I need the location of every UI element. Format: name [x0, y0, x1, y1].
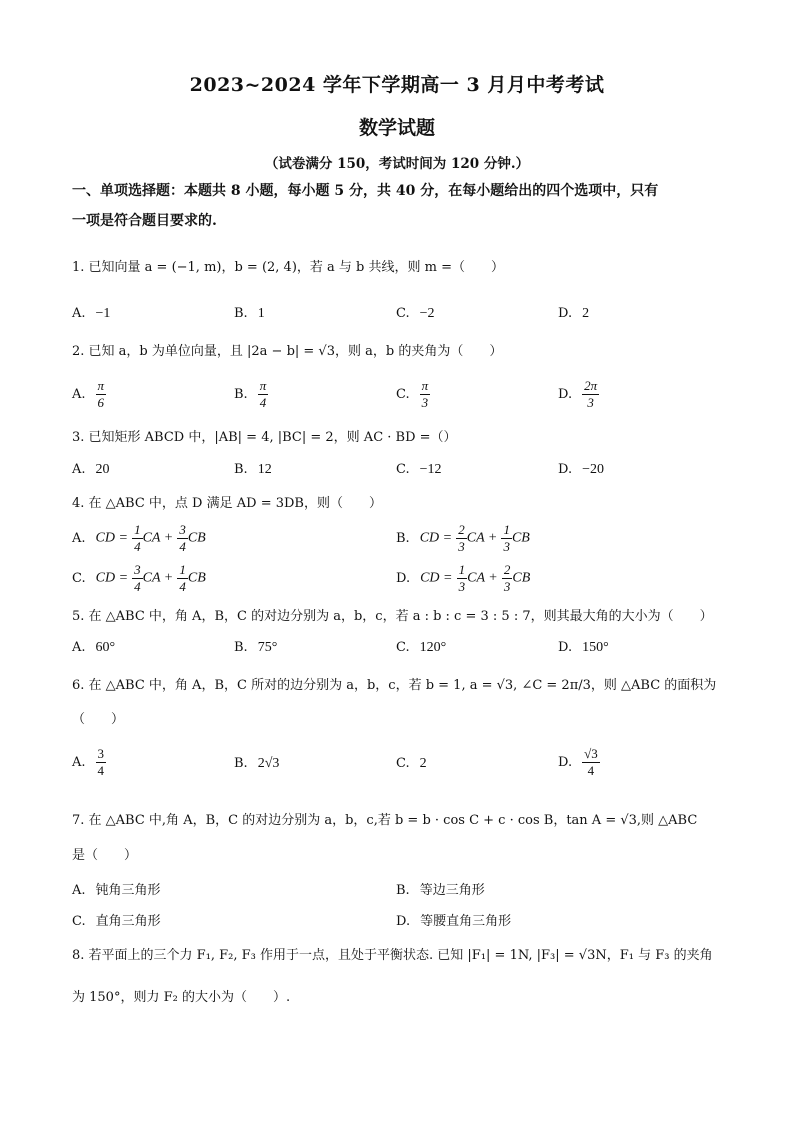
option-label: B.: [234, 387, 248, 402]
denominator: 3: [503, 579, 511, 594]
question-3-stem: 3. 已知矩形 ABCD 中，|AB| = 4, |BC| = 2，则 AC · BD =（）: [72, 430, 457, 445]
numerator: 1: [179, 562, 186, 577]
q5-option-d[interactable]: [558, 640, 609, 656]
q7-option-c[interactable]: [72, 910, 161, 929]
fraction: [96, 746, 107, 779]
fraction: [502, 562, 513, 595]
option-label: D.: [396, 571, 411, 586]
question-8-stem-line2: 为 150°，则力 F₂ 的大小为（ ）.: [72, 990, 291, 1005]
option-value: 等腰直角三角形: [420, 914, 512, 929]
q5-option-a[interactable]: [72, 640, 115, 656]
option-label: B.: [396, 883, 410, 898]
q6-option-b[interactable]: [234, 756, 279, 772]
option-value: −1: [95, 306, 111, 321]
fraction: [177, 522, 188, 555]
question-7-stem-line1: 7. 在 △ABC 中,角 A，B，C 的对边分别为 a，b，c,若 b = b · cos C + c · cos B，tan A = √3,则 △ABC: [72, 813, 698, 828]
q6-option-a[interactable]: [72, 746, 106, 779]
option-value: 直角三角形: [95, 914, 161, 929]
option-label: C.: [396, 640, 410, 655]
option-value: 120°: [419, 640, 447, 655]
expr-lead: CD =: [95, 570, 129, 586]
option-label: D.: [558, 462, 573, 477]
numerator: π: [97, 378, 105, 393]
q7-option-d[interactable]: [396, 910, 511, 929]
numerator: 3: [97, 746, 105, 761]
expr-tail: CB: [187, 570, 206, 586]
denominator: 3: [421, 395, 429, 410]
exam-subtitle: 数学试题: [358, 117, 435, 139]
question-4-stem: 4. 在 △ABC 中，点 D 满足 AD = 3DB，则（ ）: [72, 496, 382, 511]
fraction: [582, 378, 599, 411]
fraction: [501, 522, 512, 555]
q6-option-d[interactable]: [558, 746, 600, 779]
question-5-options: [72, 640, 732, 664]
option-value: −20: [582, 462, 604, 477]
option-label: A.: [72, 755, 86, 770]
question-7-stem-line2: 是（ ）: [72, 848, 138, 863]
section-heading-line1: 一、单项选择题：本题共 8 小题，每小题 5 分，共 40 分，在每小题给出的四个选项中，只有: [72, 183, 659, 199]
numerator: π: [259, 378, 267, 393]
option-value: 12: [257, 462, 272, 477]
expr-mid: CA +: [467, 570, 498, 586]
option-label: C.: [396, 756, 410, 771]
numerator: 3: [134, 562, 141, 577]
q1-option-b[interactable]: [234, 306, 265, 322]
denominator: 6: [97, 395, 105, 410]
numerator: 2π: [584, 378, 598, 393]
option-label: C.: [72, 571, 86, 586]
numerator: 1: [503, 522, 510, 537]
question-6-options: [72, 746, 732, 786]
q5-option-b[interactable]: [234, 640, 277, 656]
option-label: B.: [234, 756, 248, 771]
question-1-options: [72, 306, 732, 330]
option-label: A.: [72, 883, 86, 898]
option-value: 60°: [95, 640, 116, 655]
option-value: 2: [419, 756, 427, 771]
question-5-stem: 5. 在 △ABC 中，角 A，B，C 的对边分别为 a，b，c，若 a : b : c = 3 : 5 : 7，则其最大角的大小为（ ）: [72, 609, 713, 624]
question-7-options-row1: [72, 879, 732, 903]
q7-option-a[interactable]: [72, 879, 161, 898]
option-value: 2: [582, 306, 590, 321]
denominator: 4: [179, 539, 186, 554]
numerator: 1: [134, 522, 141, 537]
denominator: 4: [134, 579, 141, 594]
exam-title: 2023~2024 学年下学期高一 3 月月中考考试: [189, 74, 605, 96]
option-label: D.: [558, 306, 573, 321]
expr-mid: CA +: [142, 570, 174, 586]
denominator: 3: [458, 539, 465, 554]
denominator: 3: [587, 395, 594, 410]
option-label: A.: [72, 531, 86, 546]
q3-option-c[interactable]: [396, 462, 442, 478]
q4-option-c[interactable]: [72, 562, 206, 595]
numerator: 2: [503, 562, 511, 577]
q1-option-c[interactable]: [396, 306, 435, 322]
expr-lead: CD =: [420, 570, 453, 586]
option-value: 等边三角形: [419, 883, 485, 898]
q3-option-a[interactable]: [72, 462, 110, 478]
section-heading-line2: 一项是符合题目要求的.: [72, 213, 217, 229]
fraction: [456, 522, 467, 555]
option-label: A.: [72, 306, 86, 321]
option-value: 2√3: [257, 756, 280, 771]
option-label: C.: [396, 306, 410, 321]
q1-option-d[interactable]: [558, 306, 589, 322]
option-value: 1: [257, 306, 265, 321]
q5-option-c[interactable]: [396, 640, 446, 656]
fraction: [96, 378, 107, 411]
question-3-options: [72, 462, 732, 486]
question-6-stem-line2: （ ）: [72, 712, 125, 727]
numerator: 3: [179, 522, 186, 537]
expr-lead: CD =: [419, 530, 453, 546]
q2-option-a[interactable]: [72, 378, 106, 411]
option-value: 20: [95, 462, 110, 477]
option-label: B.: [234, 462, 248, 477]
q4-option-d[interactable]: [396, 562, 530, 595]
exam-note: （试卷满分 150，考试时间为 120 分钟.）: [264, 156, 530, 172]
option-label: A.: [72, 462, 86, 477]
q3-option-b[interactable]: [234, 462, 272, 478]
q6-option-c[interactable]: [396, 756, 427, 772]
expr-tail: CB: [511, 530, 530, 546]
option-label: A.: [72, 640, 86, 655]
q1-option-a[interactable]: [72, 306, 110, 322]
option-label: D.: [558, 387, 573, 402]
option-value: 150°: [582, 640, 609, 655]
question-4-options-row2: [72, 562, 732, 600]
denominator: 3: [503, 539, 510, 554]
option-label: B.: [396, 531, 410, 546]
q7-option-b[interactable]: [396, 879, 485, 898]
fraction: [258, 378, 269, 411]
q2-option-d[interactable]: [558, 378, 599, 411]
option-label: D.: [396, 914, 411, 929]
option-label: D.: [558, 755, 573, 770]
option-value: 钝角三角形: [95, 883, 161, 898]
denominator: 4: [259, 395, 267, 410]
option-label: D.: [558, 640, 573, 655]
numerator: √3: [584, 746, 598, 761]
q4-option-a[interactable]: [72, 522, 206, 555]
option-value: 75°: [257, 640, 278, 655]
fraction: [132, 522, 143, 555]
q3-option-d[interactable]: [558, 462, 604, 478]
expr-mid: CA +: [466, 530, 498, 546]
fraction: [177, 562, 188, 595]
question-2-stem: 2. 已知 a，b 为单位向量，且 |2a − b| = √3，则 a，b 的夹角为（ ）: [72, 344, 503, 359]
question-4-options-row1: [72, 522, 732, 560]
question-2-options: [72, 378, 732, 414]
expr-tail: CB: [512, 570, 531, 586]
expr-mid: CA +: [142, 530, 174, 546]
fraction: [457, 562, 468, 595]
denominator: 4: [134, 539, 141, 554]
question-1-stem: 1. 已知向量 a = (−1, m)，b = (2, 4)，若 a 与 b 共线，则 m =（ ）: [72, 260, 504, 275]
question-8-stem-line1: 8. 若平面上的三个力 F₁, F₂, F₃ 作用于一点，且处于平衡状态. 已知 |F₁| = 1N, |F₃| = √3N，F₁ 与 F₃ 的夹角: [72, 948, 713, 963]
option-label: C.: [396, 387, 410, 402]
option-value: −12: [419, 462, 442, 477]
expr-lead: CD =: [95, 530, 128, 546]
option-label: C.: [72, 914, 86, 929]
denominator: 3: [458, 579, 466, 594]
numerator: 1: [458, 562, 466, 577]
q2-option-b[interactable]: [234, 378, 268, 411]
question-7-options-row2: [72, 910, 732, 934]
expr-tail: CB: [187, 530, 206, 546]
option-label: B.: [234, 306, 248, 321]
numerator: π: [421, 378, 429, 393]
denominator: 4: [587, 763, 595, 778]
option-label: C.: [396, 462, 410, 477]
fraction: [582, 746, 600, 779]
denominator: 4: [97, 763, 105, 778]
fraction: [420, 378, 431, 411]
numerator: 2: [458, 522, 465, 537]
option-value: −2: [419, 306, 435, 321]
option-label: A.: [72, 387, 86, 402]
denominator: 4: [179, 579, 186, 594]
q2-option-c[interactable]: [396, 378, 430, 411]
question-6-stem-line1: 6. 在 △ABC 中，角 A，B，C 所对的边分别为 a，b，c，若 b = 1, a = √3, ∠C = 2π/3，则 △ABC 的面积为: [72, 678, 717, 693]
fraction: [132, 562, 143, 595]
option-label: B.: [234, 640, 248, 655]
q4-option-b[interactable]: [396, 522, 530, 555]
